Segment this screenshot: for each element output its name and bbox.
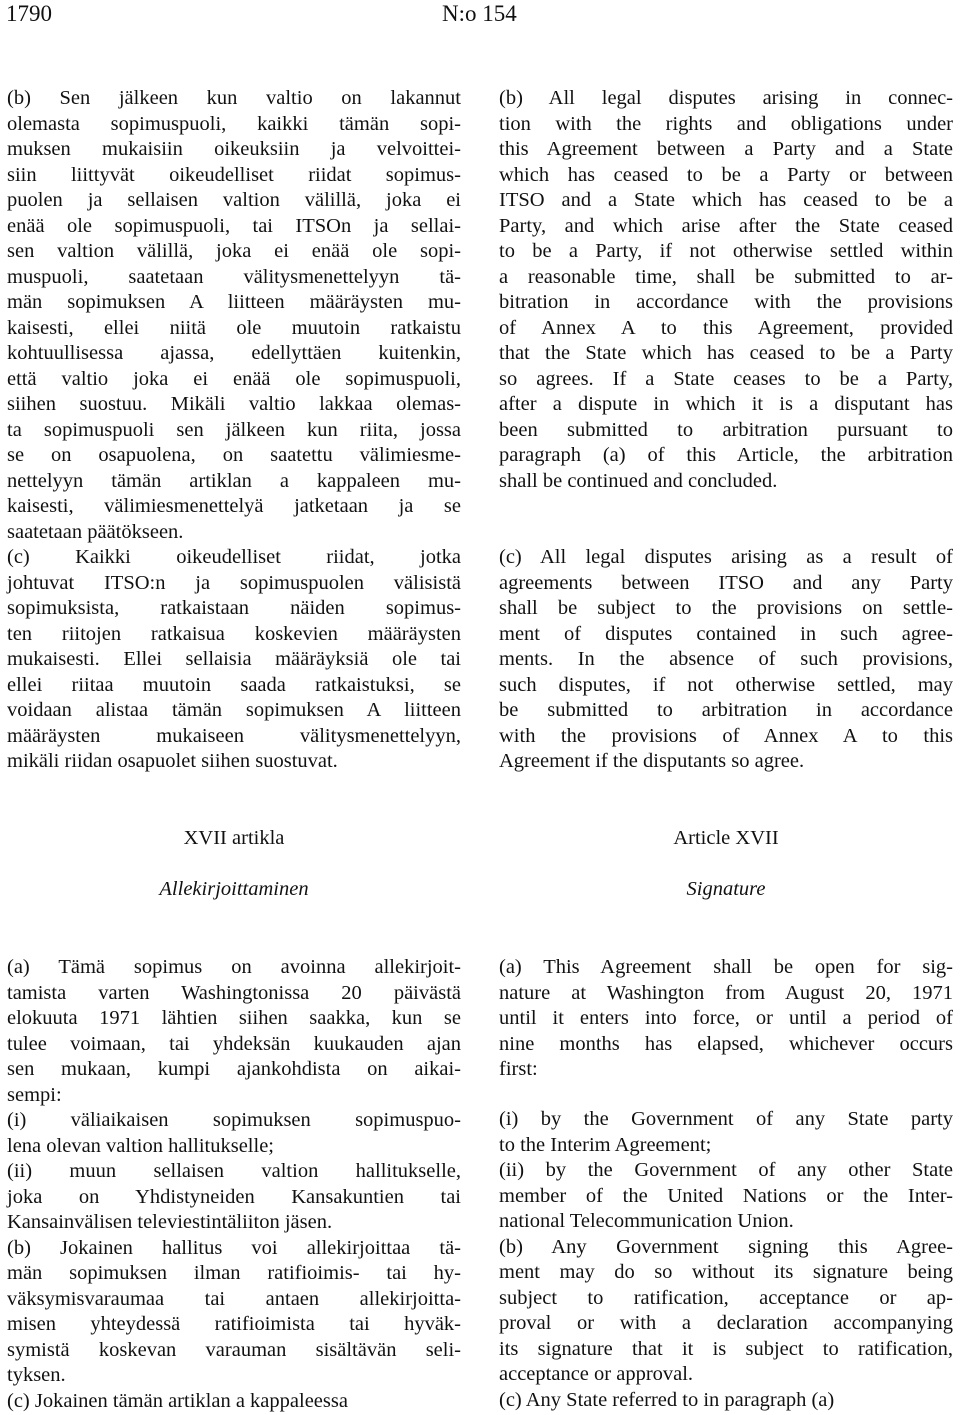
text-line: elokuuta 1971 lähtien siihen saakka, kun se (7, 1007, 461, 1029)
text-line: paragraph (a) of this Article, the arbitration (499, 444, 953, 466)
english-article-xvi-text (499, 86, 953, 494)
text-line: ments. In the absence of such provisions, (499, 648, 953, 670)
text-line: such disputes, if not otherwise settled, may (499, 673, 953, 696)
text-line: until it enters into force, or until a period of (499, 1007, 953, 1029)
text-line: mukaisesti. Ellei sellaisia määräyksiä ole tai (7, 648, 461, 670)
finnish-article-number: XVII artikla (183, 827, 285, 849)
text-line: nine months has elapsed, whichever occurs (499, 1032, 953, 1055)
text-line: bitration in accordance with the provisions (499, 291, 953, 313)
page-number: 1790 (6, 1, 52, 26)
text-line: väksymisvaraumaa tai antaen allekirjoitta- (7, 1287, 461, 1310)
text-line: tyksen. (7, 1364, 66, 1386)
finnish-article-title: Allekirjoittaminen (159, 878, 309, 900)
text-line: joka on Yhdistyneiden Kansakuntien tai (7, 1185, 461, 1208)
text-line: (i) by the Government of any State party (499, 1108, 953, 1130)
text-line: lena olevan valtion hallitukselle; (7, 1134, 274, 1157)
text-line: Agreement if the disputants so agree. (499, 750, 805, 772)
text-line: subject to ratification, acceptance or ap- (499, 1286, 953, 1309)
text-line: tulee voimaan, tai yhdeksän kuukauden ajan (7, 1032, 461, 1055)
text-line: of Annex A to this Agreement, provided (499, 316, 953, 339)
text-line: first: (499, 1058, 538, 1080)
text-line: ta sopimuspuoli sen jälkeen kun riita, jossa (7, 418, 461, 441)
text-line: member of the United Nations or the Inter- (499, 1184, 953, 1207)
text-line: (b) Sen jälkeen kun valtio on lakannut (7, 87, 461, 109)
text-line: enää ole sopimuspuoli, tai ITSOn ja sellai- (7, 214, 461, 237)
text-line: national Telecommunication Union. (499, 1210, 794, 1232)
text-line: this Agreement between a Party and a State (499, 138, 953, 160)
text-line: siihen suostuu. Mikäli valtio lakkaa olemas- (7, 393, 461, 415)
text-line: voidaan alistaa tämän sopimuksen A liitteen (7, 699, 461, 721)
text-line: (a) This Agreement shall be open for sig- (499, 956, 953, 978)
text-line: (ii) muun sellaisen valtion hallitukselle, (7, 1160, 461, 1182)
text-line: män sopimuksen ilman ratifioimis- tai hy- (7, 1262, 461, 1284)
english-article-xvi-paragraph-c (499, 545, 953, 775)
text-line: (c) Any State referred to in paragraph (a) (499, 1388, 835, 1411)
text-line: (ii) by the Government of any other State (499, 1159, 953, 1181)
text-line: shall be continued and concluded. (499, 469, 778, 492)
text-line: sempi: (7, 1083, 62, 1106)
text-line: (b) Any Government signing this Agree- (499, 1235, 953, 1258)
text-line: to be a Party, if not otherwise settled within (499, 240, 953, 262)
text-line: muksen mukaisiin oikeuksiin ja velvoittei- (7, 138, 461, 160)
text-line: its signature that it is subject to ratification, (499, 1337, 953, 1360)
text-line: kaisesti, ellei niitä ole muutoin ratkaistu (7, 316, 461, 339)
text-line: nature at Washington from August 20, 1971 (499, 981, 953, 1004)
text-line: ment may do so without its signature being (499, 1261, 953, 1283)
text-line: acceptance or approval. (499, 1363, 694, 1385)
text-line: saatetaan päätökseen. (7, 520, 184, 543)
text-line: siin liittyvät oikeudelliset riidat sopimus- (7, 163, 461, 186)
text-line: (b) Jokainen hallitus voi allekirjoittaa tä- (7, 1236, 461, 1259)
english-article-xvii-items (499, 1107, 953, 1413)
text-line: kohtuullisessa ajassa, edellyttäen kuitenkin, (7, 342, 461, 364)
text-line: to the Interim Agreement; (499, 1133, 712, 1156)
text-line: ten riitojen ratkaisua koskevien määräysten (7, 622, 461, 645)
english-article-number: Article XVII (673, 827, 779, 849)
text-line: Party, and which arise after the State ceased (499, 214, 953, 237)
text-line: (a) Tämä sopimus on avoinna allekirjoit- (7, 956, 461, 978)
text-line: be submitted to arbitration in accordance (499, 699, 953, 721)
text-line: olemasta sopimuspuoli, kaikki tämän sopi- (7, 112, 461, 135)
text-line: (i) väliaikaisen sopimuksen sopimuspuo- (7, 1109, 461, 1131)
text-line: which has ceased to be a Party or between (499, 163, 953, 186)
text-line: puolen ja sellaisen valtion välillä, joka ei (7, 189, 461, 211)
text-line: sen valtion välillä, joka ei enää ole sopi- (7, 240, 461, 262)
text-line: (c) Kaikki oikeudelliset riidat, jotka (7, 546, 461, 568)
text-line: (c) All legal disputes arising as a result of (499, 546, 953, 568)
english-article-xvii-paragraph-a (499, 955, 953, 1083)
text-line: ITSO and a State which has ceased to be a (499, 189, 953, 211)
text-line: (c) Jokainen tämän artiklan a kappaleessa (7, 1389, 348, 1412)
text-line: been submitted to arbitration pursuant to (499, 418, 953, 441)
text-line: shall be subject to the provisions on settle- (499, 597, 953, 619)
text-line: tion with the rights and obligations under (499, 112, 953, 135)
text-line: that the State which has ceased to be a Party (499, 342, 953, 364)
text-line: so agrees. If a State ceases to be a Party, (499, 367, 953, 390)
text-line: johtuvat ITSO:n ja sopimuspuolen välisistä (7, 571, 461, 594)
issue-number: N:o 154 (442, 1, 517, 26)
text-line: että valtio joka ei enää ole sopimuspuoli, (7, 367, 461, 390)
text-line: proval or with a declaration accompanying (499, 1312, 953, 1334)
text-line: sen mukaan, kumpi ajankohdista on aikai- (7, 1058, 461, 1080)
text-line: se on osapuolena, on saatettu välimiesme- (7, 444, 461, 466)
text-line: sopimuksista, ratkaistaan näiden sopimus- (7, 597, 461, 619)
text-line: agreements between ITSO and any Party (499, 571, 953, 594)
text-line: mikäli riidan osapuolet siihen suostuvat. (7, 750, 338, 772)
text-line: kaisesti, välimiesmenettelyä jatketaan ja se (7, 495, 461, 517)
english-article-title: Signature (686, 878, 766, 900)
text-line: nettelyyn tämän artiklan a kappaleen mu- (7, 469, 461, 492)
text-line: muspuoli, saatetaan välitysmenettelyyn tä- (7, 265, 461, 288)
text-line: after a dispute in which it is a disputant has (499, 393, 953, 415)
text-line: (b) All legal disputes arising in connec- (499, 87, 953, 109)
text-line: ment of disputes contained in such agree- (499, 622, 953, 645)
text-line: män sopimuksen A liitteen määräysten mu- (7, 291, 461, 313)
text-line: määräysten mukaiseen välitysmenettelyyn, (7, 724, 461, 747)
text-line: misen yhteydessä ratifioimista tai hyväk- (7, 1313, 461, 1335)
finnish-article-xvi-text (7, 86, 461, 775)
text-line: with the provisions of Annex A to this (499, 724, 953, 747)
text-line: symistä koskevan varauman sisältävän seli- (7, 1338, 461, 1361)
text-line: Kansainvälisen televiestintäliiton jäsen. (7, 1211, 333, 1233)
text-line: a reasonable time, shall be submitted to ar- (499, 265, 953, 288)
finnish-article-xvii-text (7, 955, 461, 1414)
text-line: ellei riitaa muutoin saada ratkaistuksi, se (7, 673, 461, 696)
text-line: tamista varten Washingtonissa 20 päivästä (7, 981, 461, 1004)
